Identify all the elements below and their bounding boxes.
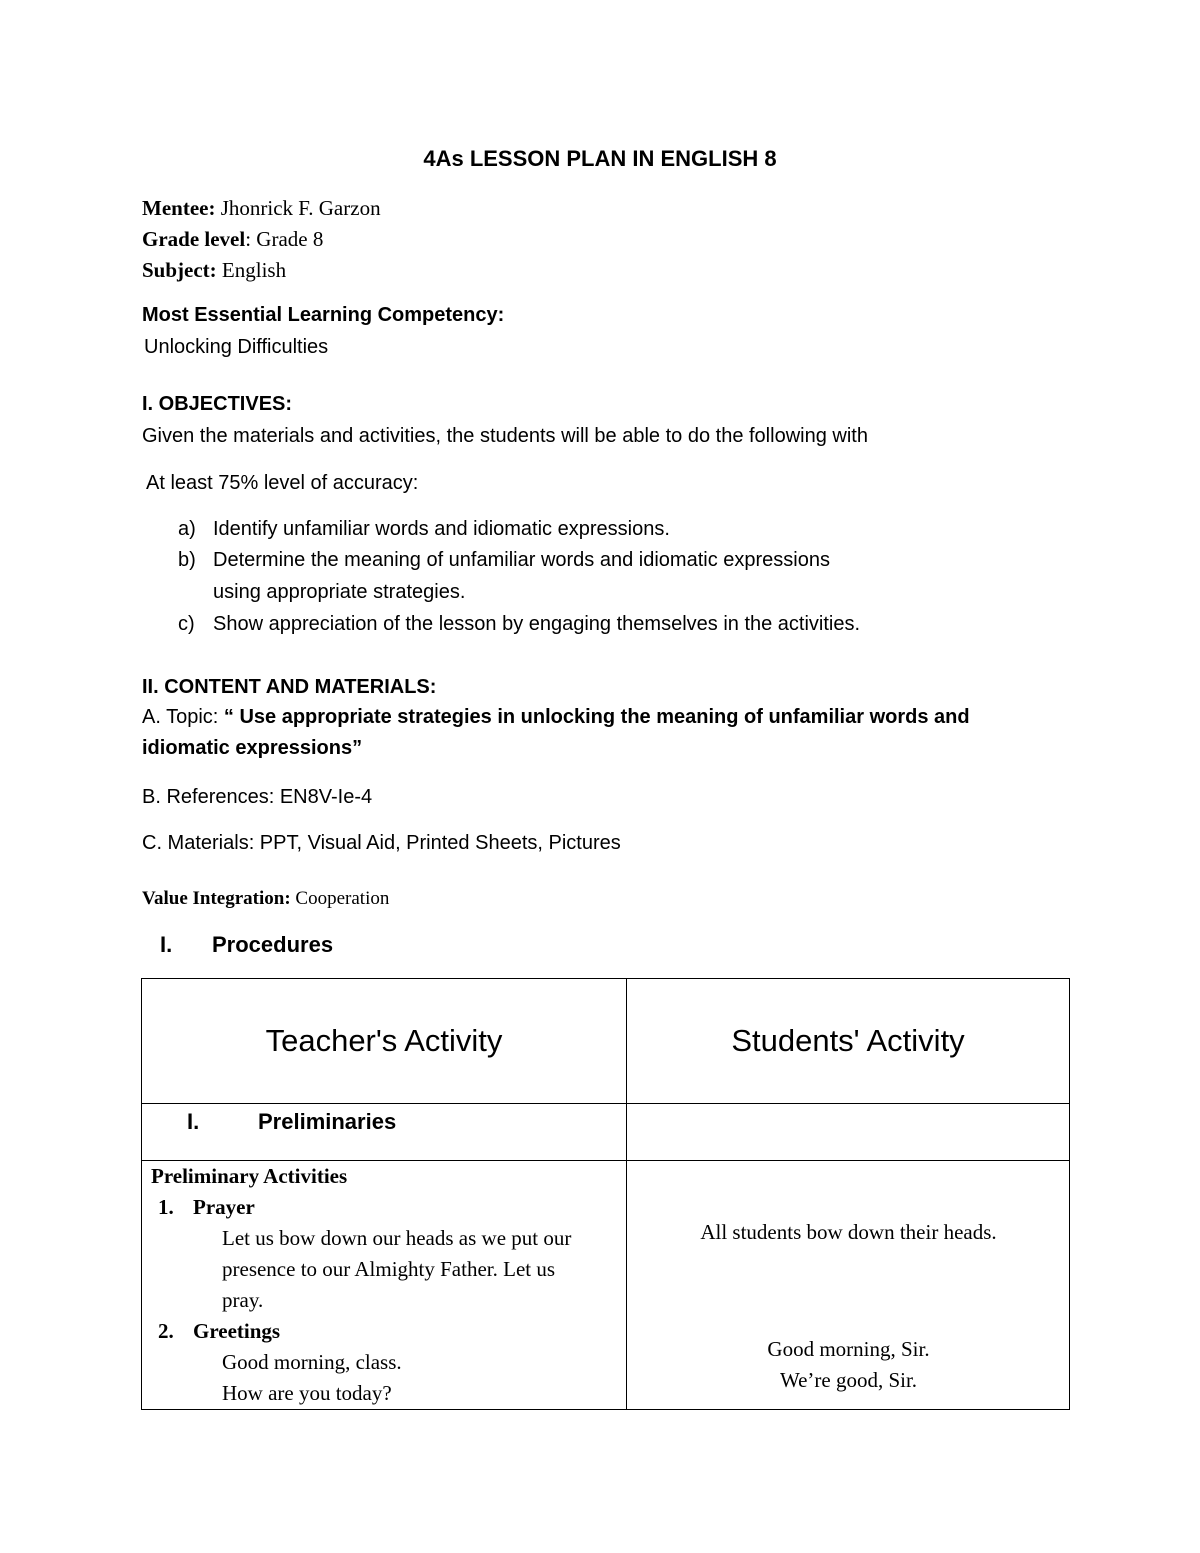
- objective-text: Identify unfamiliar words and idiomatic expressions.: [213, 518, 670, 540]
- procedures-table: [141, 978, 1070, 1410]
- subject-value: English: [221, 258, 287, 282]
- teacher-activities-cell: [142, 1161, 627, 1410]
- students-activity-header: Students' Activity: [627, 979, 1070, 1104]
- greetings-text-line: Good morning, class.: [222, 1350, 402, 1374]
- prayer-item: [158, 1195, 255, 1220]
- grade-label: Grade level: [142, 227, 246, 251]
- value-label: Value Integration:: [142, 888, 291, 909]
- page-title: 4As LESSON PLAN IN ENGLISH 8: [423, 146, 777, 171]
- content-heading: II. CONTENT AND MATERIALS:: [142, 676, 437, 698]
- procedures-title: Procedures: [212, 932, 334, 957]
- subject-label: Subject:: [142, 258, 217, 282]
- value-integration-line: [142, 888, 389, 910]
- procedures-numeral: I.: [160, 932, 173, 957]
- topic-line: [142, 706, 970, 729]
- grade-line: [142, 227, 323, 252]
- teacher-activity-header: Teacher's Activity: [142, 979, 627, 1104]
- student-activities-cell: [627, 1161, 1070, 1410]
- prayer-text-line: pray.: [222, 1288, 264, 1312]
- topic-text: “ Use appropriate strategies in unlocking the meaning of unfamiliar words and: [223, 706, 970, 728]
- mentee-line: [142, 196, 381, 221]
- objectives-heading: I. OBJECTIVES:: [142, 393, 293, 415]
- competency-heading: Most Essential Learning Competency:: [142, 304, 505, 326]
- grade-value: : Grade 8: [245, 227, 324, 251]
- greetings-text-line: How are you today?: [222, 1381, 392, 1405]
- preliminaries-cell: [142, 1104, 627, 1161]
- procedures-heading: [160, 932, 334, 958]
- objective-item-c: [178, 613, 978, 639]
- objective-label: b): [178, 549, 196, 571]
- student-greeting-response: We’re good, Sir.: [779, 1368, 918, 1392]
- student-greeting-response: Good morning, Sir.: [767, 1337, 930, 1361]
- table-header-row: [142, 979, 1070, 1104]
- table-row: [142, 1161, 1070, 1410]
- prayer-label: Prayer: [193, 1195, 255, 1219]
- objective-label: a): [178, 518, 196, 540]
- prayer-text-line: Let us bow down our heads as we put our: [222, 1226, 572, 1250]
- subject-line: [142, 258, 286, 283]
- greetings-item: [158, 1319, 281, 1344]
- objective-item-b: [178, 549, 978, 607]
- mentee-value: Jhonrick F. Garzon: [220, 196, 381, 220]
- activities-heading: Preliminary Activities: [151, 1164, 348, 1188]
- references-line: B. References: EN8V-Ie-4: [142, 786, 373, 808]
- table-row: [142, 1104, 1070, 1161]
- mentee-label: Mentee:: [142, 196, 216, 220]
- prayer-text-line: presence to our Almighty Father. Let us: [222, 1257, 556, 1281]
- competency-value: Unlocking Difficulties: [144, 336, 329, 358]
- objectives-intro: Given the materials and activities, the students will be able to do the following with: [142, 425, 868, 447]
- topic-line-cont: idiomatic expressions”: [142, 737, 363, 759]
- empty-cell: [627, 1104, 1070, 1161]
- objective-label: c): [178, 613, 195, 635]
- greetings-label: Greetings: [193, 1319, 281, 1343]
- objective-item-a: [178, 518, 978, 544]
- objective-text-cont: using appropriate strategies.: [213, 581, 466, 603]
- preliminaries-numeral: I.: [187, 1109, 200, 1134]
- topic-label: A. Topic:: [142, 706, 224, 728]
- materials-line: C. Materials: PPT, Visual Aid, Printed Sheets, Pictures: [142, 832, 621, 854]
- preliminaries-title: Preliminaries: [258, 1109, 397, 1134]
- value-text: Cooperation: [290, 888, 390, 909]
- objective-text: Show appreciation of the lesson by engaging themselves in the activities.: [213, 613, 861, 635]
- objectives-accuracy: At least 75% level of accuracy:: [146, 472, 419, 494]
- prayer-number: 1.: [158, 1195, 174, 1219]
- objective-text: Determine the meaning of unfamiliar words and idiomatic expressions: [213, 549, 830, 571]
- student-prayer-response: All students bow down their heads.: [700, 1220, 997, 1244]
- greetings-number: 2.: [158, 1319, 174, 1343]
